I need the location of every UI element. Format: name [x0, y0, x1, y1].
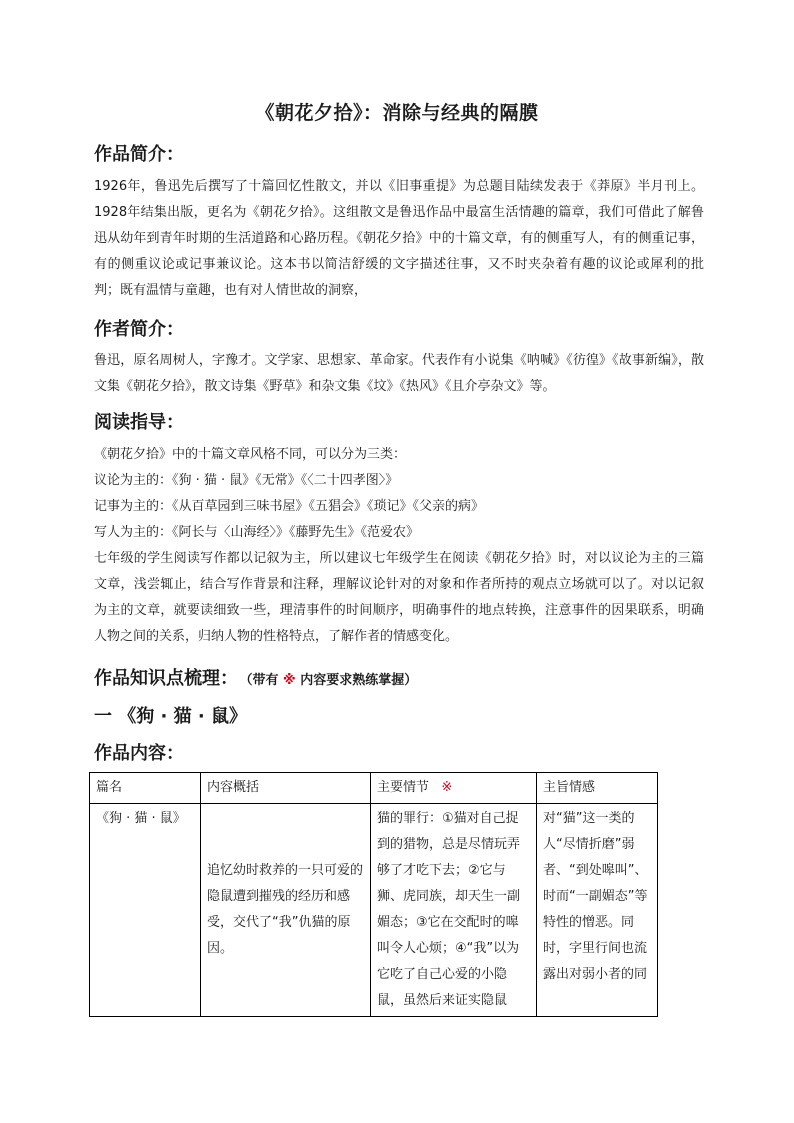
- cell-summary: 追忆幼时救养的一只可爱的隐鼠遭到摧残的经历和感受，交代了“我”仇猫的原因。: [201, 804, 371, 1017]
- note-prefix: （带有: [246, 673, 279, 688]
- author-paragraph: 鲁迅，原名周树人，字豫才。文学家、思想家、革命家。代表作有小说集《呐喊》《彷徨》《故事新编》，散文集《朝花夕拾》，散文诗集《野草》和杂文集《坟》《热风》《且介亭杂文》等。: [94, 353, 704, 394]
- header-name: 篇名: [90, 773, 201, 804]
- guide-line-4: 写人为主的：《阿长与〈山海经〉》《藤野先生》《范爱农》: [94, 525, 420, 540]
- guide-heading: 阅读指导：: [94, 412, 184, 433]
- header-plot: [371, 773, 537, 804]
- header-mark: ※: [441, 780, 453, 795]
- knowledge-heading-row: [94, 664, 417, 690]
- guide-paragraph: 七年级的学生阅读写作都以记叙为主，所以建议七年级学生在阅读《朝花夕拾》时，对以议论为主的三篇文章，浅尝辄止，结合写作背景和注释，理解议论针对的对象和作者所持的观点立场就可以了。对以记叙为主的文章，就要读细致一些，理清事件的时间顺序，明确事件的地点转换，注意事件的因果联系，明确人物之间的关系，归纳人物的性格特点，了解作者的情感变化。: [94, 551, 704, 644]
- guide-line-1: 《朝花夕拾》中的十篇文章风格不同，可以分为三类：: [94, 447, 407, 462]
- cell-name: 《狗 · 猫 · 鼠》: [90, 804, 201, 1017]
- intro-heading: 作品简介：: [94, 144, 184, 165]
- author-heading: 作者简介：: [94, 319, 184, 340]
- cell-theme: 对“猫”这一类的人“尽情折磨”弱者、“到处嗥叫”、时而“一副媚态”等特性的憎恶。同时，字里行间也流露出对弱小者的同: [537, 804, 658, 1017]
- note-suffix: 内容要求熟练掌握）: [300, 673, 418, 688]
- table-row: [90, 804, 658, 1017]
- header-summary: 内容概括: [201, 773, 371, 804]
- cell-plot: 猫的罪行：①猫对自己捉到的猎物，总是尽情玩弄够了才吃下去；②它与狮、虎同族，却天生一副媚态；③它在交配时的嗥叫令人心烦；④“我”以为它吃了自己心爱的小隐鼠，虽然后来证实隐鼠: [371, 804, 537, 1017]
- header-theme: 主旨情感: [537, 773, 658, 804]
- knowledge-note: [246, 673, 417, 688]
- document-title: 《朝花夕拾》：消除与经典的隔膜: [255, 102, 539, 124]
- guide-line-2: 议论为主的：《狗 · 猫 · 鼠》《无常》《〈二十四孝图〉》: [94, 473, 399, 488]
- table-header-row: [90, 773, 658, 804]
- guide-line-3: 记事为主的：《从百草园到三味书屋》《五猖会》《琐记》《父亲的病》: [94, 499, 485, 514]
- header-plot-label: 主要情节: [377, 780, 430, 795]
- content-heading: 作品内容：: [94, 743, 184, 764]
- chapter1-heading: 一 《狗 · 猫 · 鼠》: [94, 706, 248, 727]
- knowledge-heading: 作品知识点梳理：: [94, 668, 238, 689]
- intro-paragraph: 1926年，鲁迅先后撰写了十篇回忆性散文，并以《旧事重提》为总题目陆续发表于《莽原》半月刊上。1928年结集出版，更名为《朝花夕拾》。这组散文是鲁迅作品中最富生活情趣的篇章，我们可借此了解鲁迅从幼年到青年时期的生活道路和心路历程。《朝花夕拾》中的十篇文章，有的侧重写人，有的侧重记事，有的侧重议论或记事兼议论。这本书以简洁舒缓的文字描述往事，又不时夹杂着有趣的议论或犀利的批判；既有温情与童趣，也有对人情世故的洞察，: [94, 179, 704, 298]
- note-mark: ※: [283, 673, 296, 688]
- content-table: [89, 772, 658, 1017]
